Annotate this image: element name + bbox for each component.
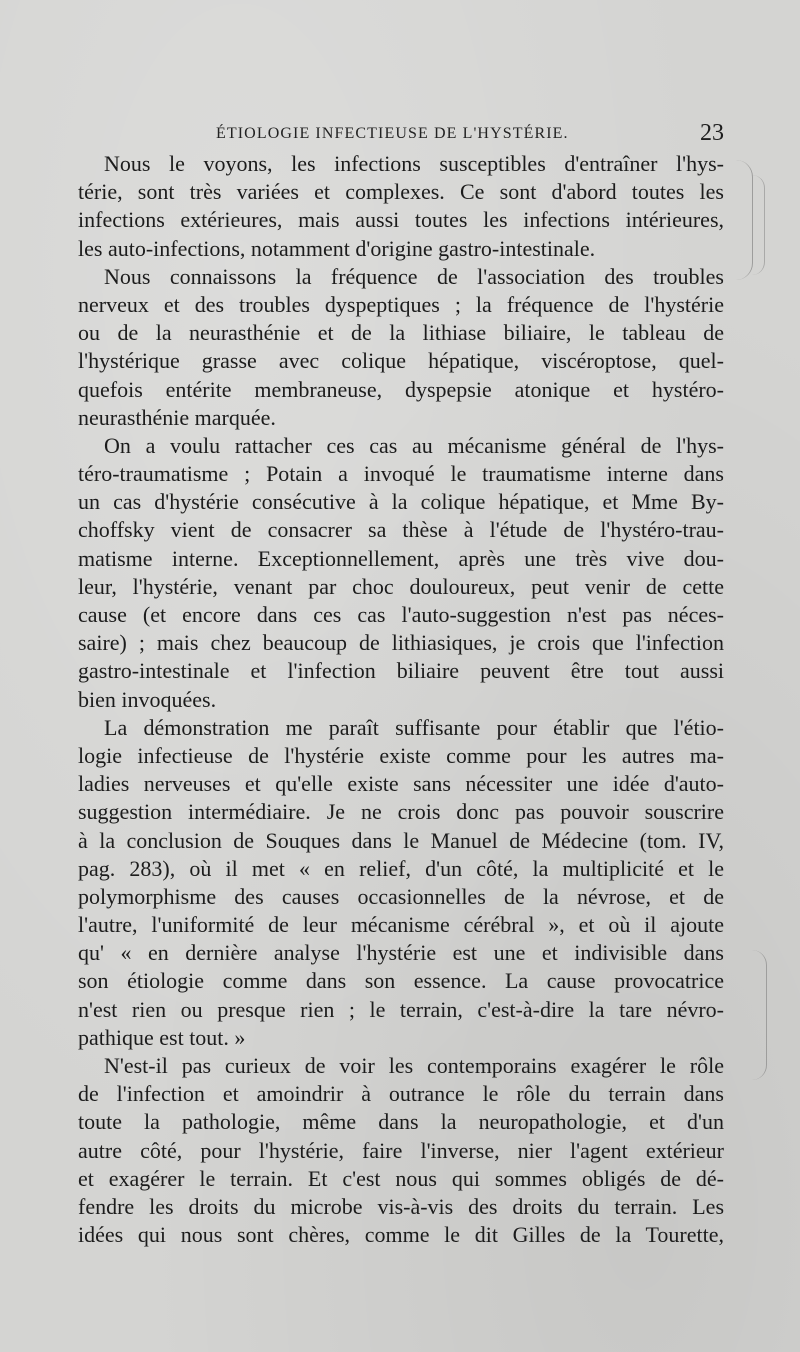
text-line: bien invoquées.: [78, 686, 217, 712]
text-line: son étiologie comme dans son essence. La cause provocatrice: [78, 968, 724, 994]
text-line: leur, l'hystérie, venant par choc douloureux, peut venir de cette: [78, 573, 724, 599]
margin-pencil-mark: [752, 950, 767, 1080]
text-line: les auto-infections, notamment d'origine gastro-intestinale.: [78, 235, 596, 261]
margin-pencil-mark: [736, 160, 753, 280]
text-line: toute la pathologie, même dans la neuropathologie, et d'un: [78, 1109, 724, 1135]
text-line: autre côté, pour l'hystérie, faire l'inverse, nier l'agent extérieur: [78, 1137, 724, 1163]
running-head: [78, 122, 724, 148]
text-line: logie infectieuse de l'hystérie existe comme pour les autres ma-: [78, 742, 724, 768]
text-line: et exagérer le terrain. Et c'est nous qui sommes obligés de dé-: [78, 1165, 724, 1191]
text-line: pathique est tout. »: [78, 1024, 246, 1050]
text-line: On a voulu rattacher ces cas au mécanisme général de l'hys-: [104, 432, 724, 458]
text-line: fendre les droits du microbe vis-à-vis des droits du terrain. Les: [78, 1193, 724, 1219]
text-line: térie, sont très variées et complexes. Ce sont d'abord toutes les: [78, 179, 724, 205]
text-line: suggestion intermédiaire. Je ne crois donc pas pouvoir souscrire: [78, 799, 724, 825]
text-line: n'est rien ou presque rien ; le terrain, c'est-à-dire la tare névro-: [78, 996, 724, 1022]
text-line: qu' « en dernière analyse l'hystérie est une et indivisible dans: [78, 940, 724, 966]
text-line: un cas d'hystérie consécutive à la colique hépatique, et Mme By-: [78, 489, 724, 515]
text-line: ladies nerveuses et qu'elle existe sans nécessiter une idée d'auto-: [78, 771, 724, 797]
text-line: l'autre, l'uniformité de leur mécanisme cérébral », et où il ajoute: [78, 912, 724, 938]
text-line: téro-traumatisme ; Potain a invoqué le traumatisme interne dans: [78, 461, 724, 487]
text-line: cause (et encore dans ces cas l'auto-suggestion n'est pas néces-: [78, 602, 724, 627]
text-line: N'est-il pas curieux de voir les contemporains exagérer le rôle: [104, 1053, 724, 1078]
text-line: matisme interne. Exceptionnellement, après une très vive dou-: [78, 545, 724, 571]
text-line: neurasthénie marquée.: [78, 404, 276, 430]
text-line: Nous le voyons, les infections susceptibles d'entraîner l'hys-: [104, 151, 724, 176]
text-line: ou de la neurasthénie et de la lithiase biliaire, le tableau de: [78, 320, 724, 346]
text-line: saire) ; mais chez beaucoup de lithiasiques, je crois que l'infection: [78, 630, 724, 656]
text-line: polymorphisme des causes occasionnelles de la névrose, et de: [78, 883, 724, 909]
text-line: quefois entérite membraneuse, dyspepsie atonique et hystéro-: [78, 376, 724, 402]
text-line: idées qui nous sont chères, comme le dit Gilles de la Tourette,: [78, 1222, 724, 1248]
text-line: choffsky vient de consacrer sa thèse à l'étude de l'hystéro-trau-: [78, 517, 724, 543]
text-line: infections extérieures, mais aussi toutes les infections intérieures,: [78, 207, 724, 233]
text-line: l'hystérique grasse avec colique hépatique, viscéroptose, quel-: [78, 348, 724, 374]
text-line: nerveux et des troubles dyspeptiques ; la fréquence de l'hystérie: [78, 291, 724, 317]
page-number: 23: [700, 120, 724, 146]
text-line: gastro-intestinale et l'infection biliaire peuvent être tout aussi: [78, 658, 724, 684]
body-text: [78, 150, 724, 1249]
text-line: pag. 283), où il met « en relief, d'un côté, la multiplicité et le: [78, 855, 724, 881]
text-line: Nous connaissons la fréquence de l'association des troubles: [104, 263, 724, 289]
text-line: de l'infection et amoindrir à outrance le rôle du terrain dans: [78, 1081, 724, 1107]
text-line: à la conclusion de Souques dans le Manuel de Médecine (tom. IV,: [78, 827, 724, 853]
text-line: La démonstration me paraît suffisante pour établir que l'étio-: [104, 714, 724, 740]
running-title: ÉTIOLOGIE INFECTIEUSE DE L'HYSTÉRIE.: [216, 125, 569, 142]
margin-pencil-mark: [752, 175, 765, 275]
